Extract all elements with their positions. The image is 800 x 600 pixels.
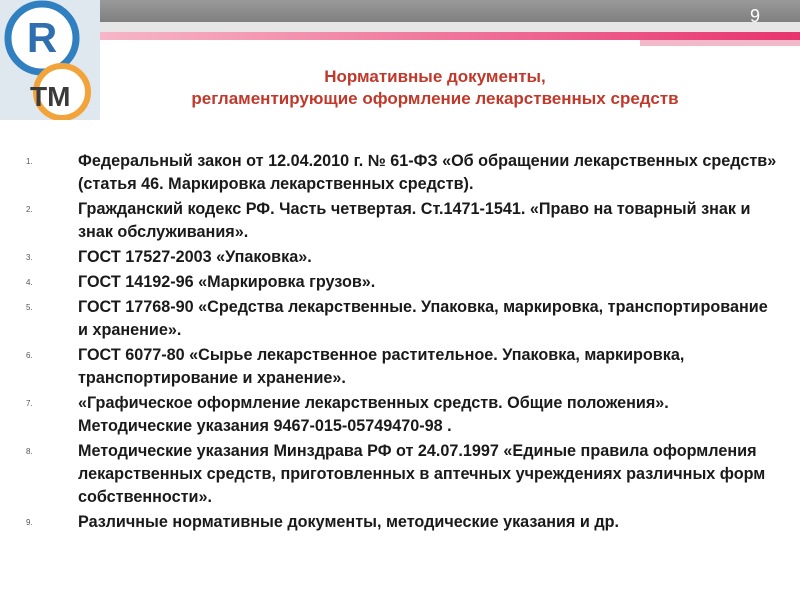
trademark-logo-icon: [0, 0, 100, 120]
item-text: ГОСТ 17527-2003 «Упаковка».: [78, 248, 312, 266]
item-number: 4.: [26, 278, 33, 287]
list-item: [0, 344, 780, 390]
list-item: [0, 392, 780, 438]
list-item: [0, 150, 780, 196]
item-number: 2.: [26, 205, 33, 214]
title-line-1: Нормативные документы,: [324, 67, 546, 86]
slide-number: 9: [749, 6, 760, 26]
item-number: 8.: [26, 447, 33, 456]
item-text: ГОСТ 14192-96 «Маркировка грузов».: [78, 273, 376, 291]
list-item: [0, 198, 780, 244]
slide-title: [110, 66, 760, 110]
item-number: 5.: [26, 303, 33, 312]
item-text: Гражданский кодекс РФ. Часть четвертая. Ст.1471-1541. «Право на товарный знак и знак обслуживания».: [78, 200, 751, 241]
accent-bar: [100, 32, 800, 40]
list-item: [0, 440, 780, 509]
item-text: Федеральный закон от 12.04.2010 г. № 61-ФЗ «Об обращении лекарственных средств» (статья 46. Маркировка лекарственных средств).: [78, 152, 777, 193]
item-text: Методические указания Минздрава РФ от 24.07.1997 «Единые правила оформления лекарственных средств, приготовленных в аптечных учреждениях различных форм собственности».: [78, 442, 766, 506]
list-item: [0, 511, 780, 534]
logo-r-letter: R: [26, 14, 58, 61]
documents-list: [0, 150, 780, 536]
item-text: ГОСТ 17768-90 «Средства лекарственные. Упаковка, маркировка, транспортирование и хранение».: [78, 298, 768, 339]
list-item: [0, 271, 780, 294]
list-item: [0, 296, 780, 342]
item-number: 9.: [26, 518, 33, 527]
list-item: [0, 246, 780, 269]
item-number: 1.: [26, 157, 33, 166]
logo-tm-letters: TM: [30, 81, 71, 112]
header-bar-light: [100, 22, 800, 32]
title-line-2: регламентирующие оформление лекарственных средств: [191, 89, 679, 108]
item-text: ГОСТ 6077-80 «Сырье лекарственное растительное. Упаковка, маркировка, транспортирование и хранение».: [78, 346, 685, 387]
item-text: «Графическое оформление лекарственных средств. Общие положения». Методические указания 9467-015-05749470-98 .: [78, 394, 669, 435]
item-text: Различные нормативные документы, методические указания и др.: [78, 513, 619, 531]
item-number: 3.: [26, 253, 33, 262]
header-bar: [100, 0, 800, 22]
item-number: 7.: [26, 399, 33, 408]
item-number: 6.: [26, 351, 33, 360]
accent-bar-small: [640, 40, 800, 46]
